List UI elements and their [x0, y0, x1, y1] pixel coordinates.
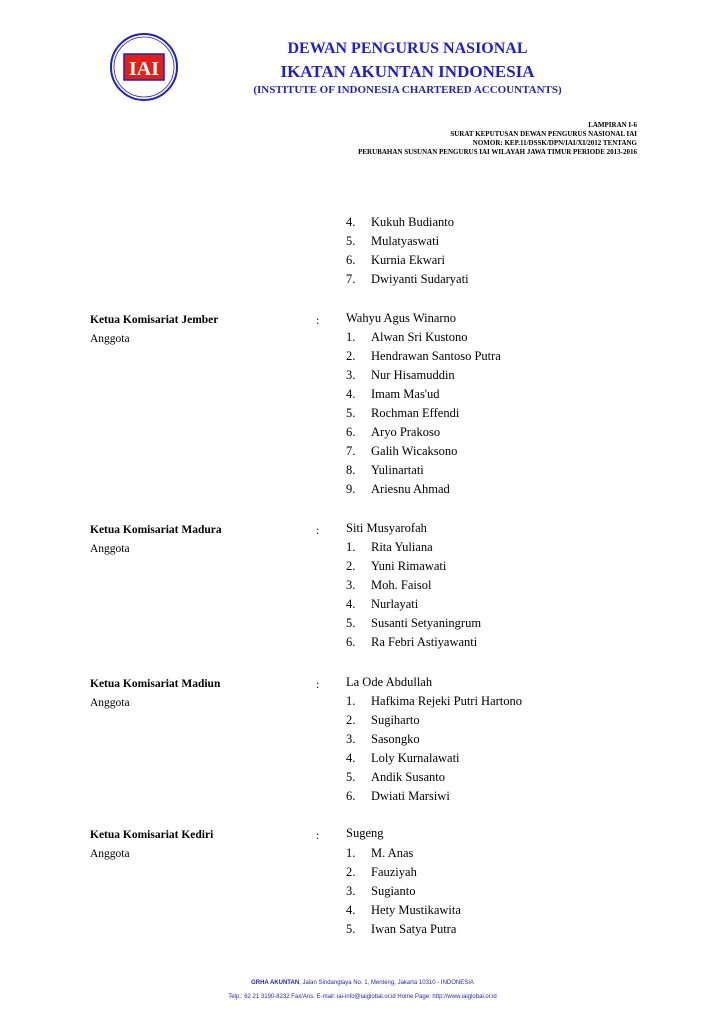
- list-item: 5. Mulatyaswati: [346, 234, 440, 248]
- reference-line3: NOMOR: KEP.11/DSSK/DPN/IAI/XI/2012 TENTANG: [472, 139, 637, 147]
- colon: :: [316, 677, 320, 691]
- logo-text: IAI: [128, 58, 160, 80]
- list-item: 6. Dwiati Marsiwi: [346, 789, 450, 803]
- section-subheading: Anggota: [90, 848, 130, 860]
- section-subheading: Anggota: [90, 543, 130, 555]
- reference-line1: LAMPIRAN I-6: [588, 121, 637, 129]
- list-item: 3. Moh. Faisol: [346, 578, 432, 592]
- chair-name: Wahyu Agus Winarno: [346, 311, 457, 325]
- chair-name: La Ode Abdullah: [346, 675, 433, 689]
- chair-name: Sugeng: [346, 826, 384, 840]
- org-name-line2: IKATAN AKUNTAN INDONESIA: [280, 62, 535, 81]
- list-item: 2. Hendrawan Santoso Putra: [346, 349, 501, 363]
- list-item: 4. Imam Mas'ud: [346, 387, 440, 401]
- list-item: 7. Galih Wicaksono: [346, 444, 458, 458]
- list-item: 6. Kurnia Ekwari: [346, 253, 445, 267]
- org-name-line1: DEWAN PENGURUS NASIONAL: [287, 40, 528, 57]
- section-subheading: Anggota: [90, 333, 130, 345]
- list-item: 5. Andik Susanto: [346, 770, 445, 784]
- footer-contact: Telp.: 62 21 3190-8232 Fax/Ans. E-mail: iai-info@iaiglobal.or.id Home Page: http://www.iaiglobal.or.id: [228, 994, 497, 1000]
- reference-line4: PERUBAHAN SUSUNAN PENGURUS IAI WILAYAH JAWA TIMUR PERIODE 2013-2016: [358, 148, 637, 156]
- list-item: 4. Hety Mustikawita: [346, 903, 461, 917]
- list-item: 2. Yuni Rimawati: [346, 559, 447, 573]
- chair-name: Siti Musyarofah: [346, 521, 427, 535]
- list-item: 5. Iwan Satya Putra: [346, 922, 457, 936]
- section-heading: Ketua Komisariat Kediri: [90, 829, 214, 841]
- colon: :: [316, 313, 320, 327]
- list-item: 4. Nurlayati: [346, 597, 419, 611]
- list-item: 2. Sugiharto: [346, 713, 420, 727]
- list-item: 6. Aryo Prakoso: [346, 425, 441, 439]
- list-item: 8. Yulinartati: [346, 463, 424, 477]
- section-subheading: Anggota: [90, 697, 130, 709]
- section-heading: Ketua Komisariat Madiun: [90, 678, 221, 690]
- colon: :: [316, 828, 320, 842]
- section-heading: Ketua Komisariat Jember: [90, 314, 219, 326]
- list-item: 1. Rita Yuliana: [346, 540, 433, 554]
- list-item: 2. Fauziyah: [346, 865, 417, 879]
- list-item: 5. Susanti Setyaningrum: [346, 616, 482, 630]
- reference-line2: SURAT KEPUTUSAN DEWAN PENGURUS NASIONAL IAI: [450, 130, 637, 138]
- iai-logo: [109, 32, 179, 102]
- list-item: 7. Dwiyanti Sudaryati: [346, 272, 469, 286]
- footer-address: GRHA AKUNTAN, Jalan Sindanglaya No. 1, Menteng, Jakarta 10310 - INDONESIA: [251, 980, 474, 986]
- list-item: 3. Sasongko: [346, 732, 420, 746]
- colon: :: [316, 523, 320, 537]
- list-item: 6. Ra Febri Astiyawanti: [346, 635, 478, 649]
- org-name-line3: (INSTITUTE OF INDONESIA CHARTERED ACCOUNTANTS): [253, 84, 562, 96]
- section-heading: Ketua Komisariat Madura: [90, 524, 222, 536]
- list-item: 5. Rochman Effendi: [346, 406, 460, 420]
- list-item: 9. Ariesnu Ahmad: [346, 482, 450, 496]
- list-item: 4. Kukuh Budianto: [346, 215, 454, 229]
- list-item: 1. Hafkima Rejeki Putri Hartono: [346, 694, 523, 708]
- list-item: 3. Nur Hisamuddin: [346, 368, 455, 382]
- footer-brand: GRHA AKUNTAN: [251, 980, 300, 986]
- list-item: 3. Sugianto: [346, 884, 416, 898]
- list-item: 4. Loly Kurnalawati: [346, 751, 460, 765]
- list-item: 1. Alwan Sri Kustono: [346, 330, 468, 344]
- list-item: 1. M. Anas: [346, 846, 414, 860]
